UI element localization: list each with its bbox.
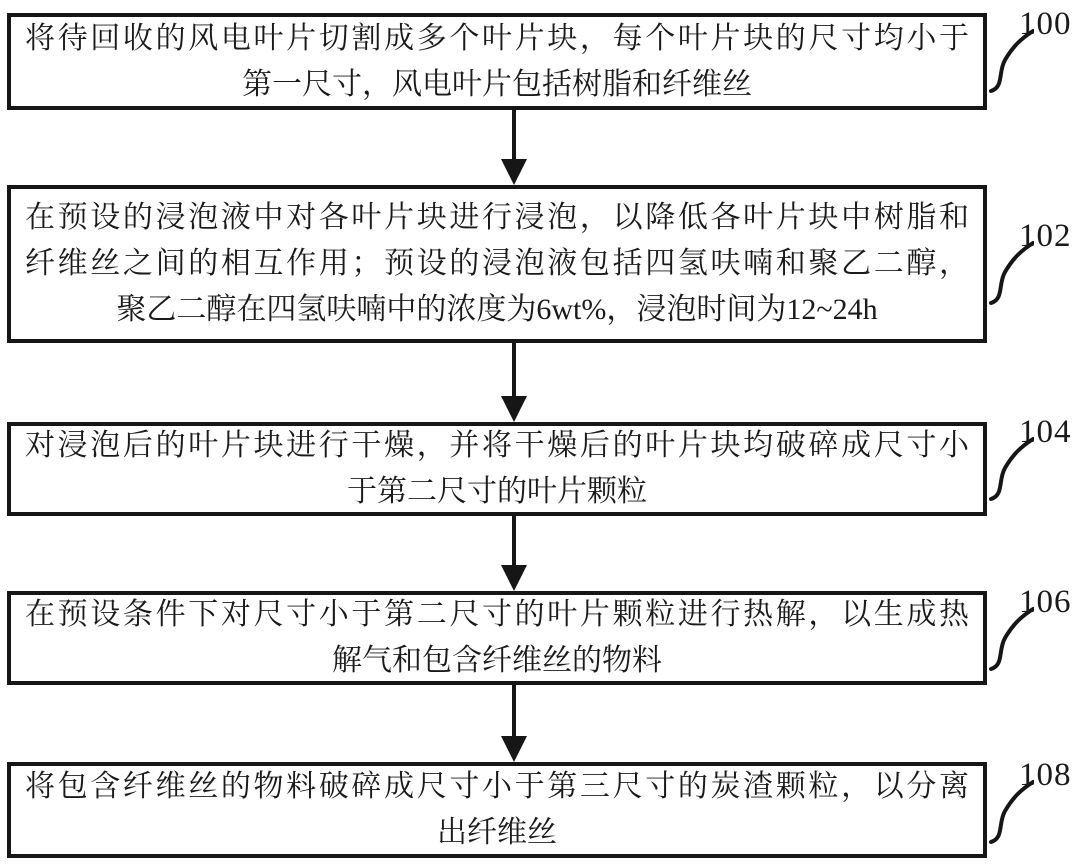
step-100-line-1: 将待回收的风电叶片切割成多个叶片块，每个叶片块的尺寸均小于 (25, 21, 969, 55)
step-label-group-104 (988, 414, 1080, 504)
step-label-group-100 (988, 6, 1080, 96)
step-104-line-2: 于第二尺寸的叶片颗粒 (347, 475, 647, 508)
step-box-100 (7, 13, 987, 110)
step-100-line-2: 第一尺寸，风电叶片包括树脂和纤维丝 (242, 67, 752, 101)
step-104-line-1: 对浸泡后的叶片块进行干燥，并将干燥后的叶片块均破碎成尺寸小 (25, 429, 969, 462)
flow-arrow-2 (494, 343, 534, 422)
flow-arrow-3 (494, 516, 534, 591)
step-106-line-2: 解气和包含纤维丝的物料 (332, 644, 662, 677)
step-108-line-2: 出纤维丝 (437, 816, 557, 849)
step-102-line-1: 在预设的浸泡液中对各叶片块进行浸泡，以降低各叶片块中树脂和 (25, 201, 969, 234)
step-label-102: 102 (1019, 218, 1072, 254)
step-box-106 (7, 591, 987, 685)
step-102-line-2: 纤维丝之间的相互作用；预设的浸泡液包括四氢呋喃和聚乙二醇， (25, 247, 969, 280)
step-box-108 (7, 762, 987, 858)
flow-arrow-1 (494, 110, 534, 185)
step-box-104 (7, 422, 987, 516)
step-label-100: 100 (1019, 6, 1072, 42)
step-label-group-102 (988, 218, 1080, 308)
step-label-group-106 (988, 584, 1080, 674)
step-label-106: 106 (1019, 584, 1072, 620)
step-label-104: 104 (1019, 414, 1072, 450)
step-box-102 (7, 185, 987, 343)
step-108-line-1: 将包含纤维丝的物料破碎成尺寸小于第三尺寸的炭渣颗粒，以分离 (25, 770, 969, 803)
step-label-108: 108 (1019, 757, 1072, 793)
step-106-line-1: 在预设条件下对尺寸小于第二尺寸的叶片颗粒进行热解，以生成热 (25, 598, 969, 631)
step-label-group-108 (988, 757, 1080, 847)
step-102-line-3: 聚乙二醇在四氢呋喃中的浓度为6wt%，浸泡时间为12~24h (116, 293, 878, 326)
flow-arrow-4 (494, 685, 534, 762)
